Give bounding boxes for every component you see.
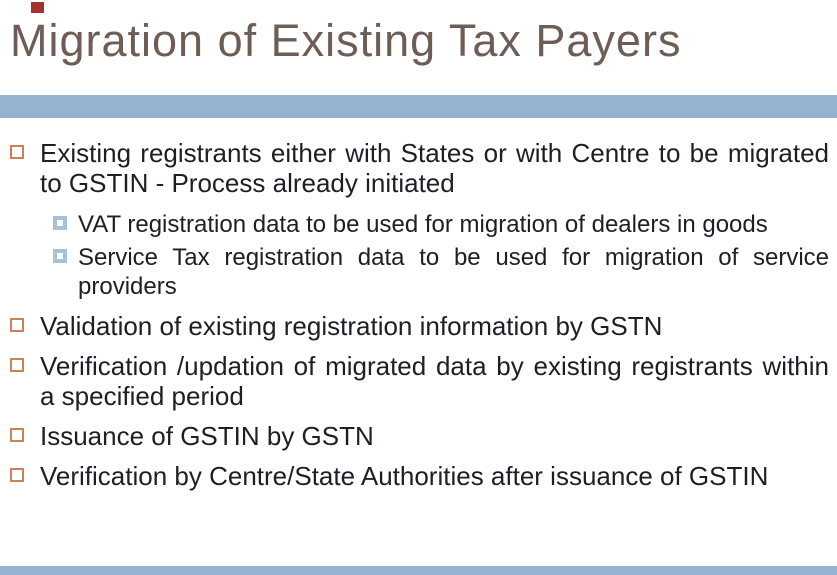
bullet-item [10,461,829,491]
sub-bullet-item [53,243,829,301]
bullet-item [10,138,829,198]
square-bullet-icon [10,428,24,442]
square-sub-bullet-icon [53,249,67,263]
bullet-text: Verification by Centre/State Authorities after issuance of GSTIN [40,461,769,491]
square-bullet-icon [10,145,24,159]
bullet-item [10,311,829,341]
bullet-text: Existing registrants either with States or with Centre to be migrated to GSTIN - Process already initiated [40,138,829,198]
bullet-item [10,421,829,451]
slide-body [10,138,829,501]
bullet-text: Validation of existing registration information by GSTN [40,311,663,341]
bullet-text: VAT registration data to be used for migration of dealers in goods [78,211,768,238]
bullet-text: Verification /updation of migrated data by existing registrants within a specified period [40,351,829,411]
bullet-text: Issuance of GSTIN by GSTN [40,421,374,451]
bullet-text: Service Tax registration data to be used for migration of service providers [78,244,829,300]
corner-accent-square [31,2,44,13]
square-sub-bullet-icon [53,216,67,230]
header-accent-band [0,95,837,118]
square-bullet-icon [10,358,24,372]
footer-accent-band [0,566,837,575]
bullet-list [10,138,829,491]
bullet-item [10,351,829,411]
square-bullet-icon [10,468,24,482]
sub-bullet-item [53,210,829,239]
slide-title: Migration of Existing Tax Payers [10,15,682,66]
square-bullet-icon [10,318,24,332]
